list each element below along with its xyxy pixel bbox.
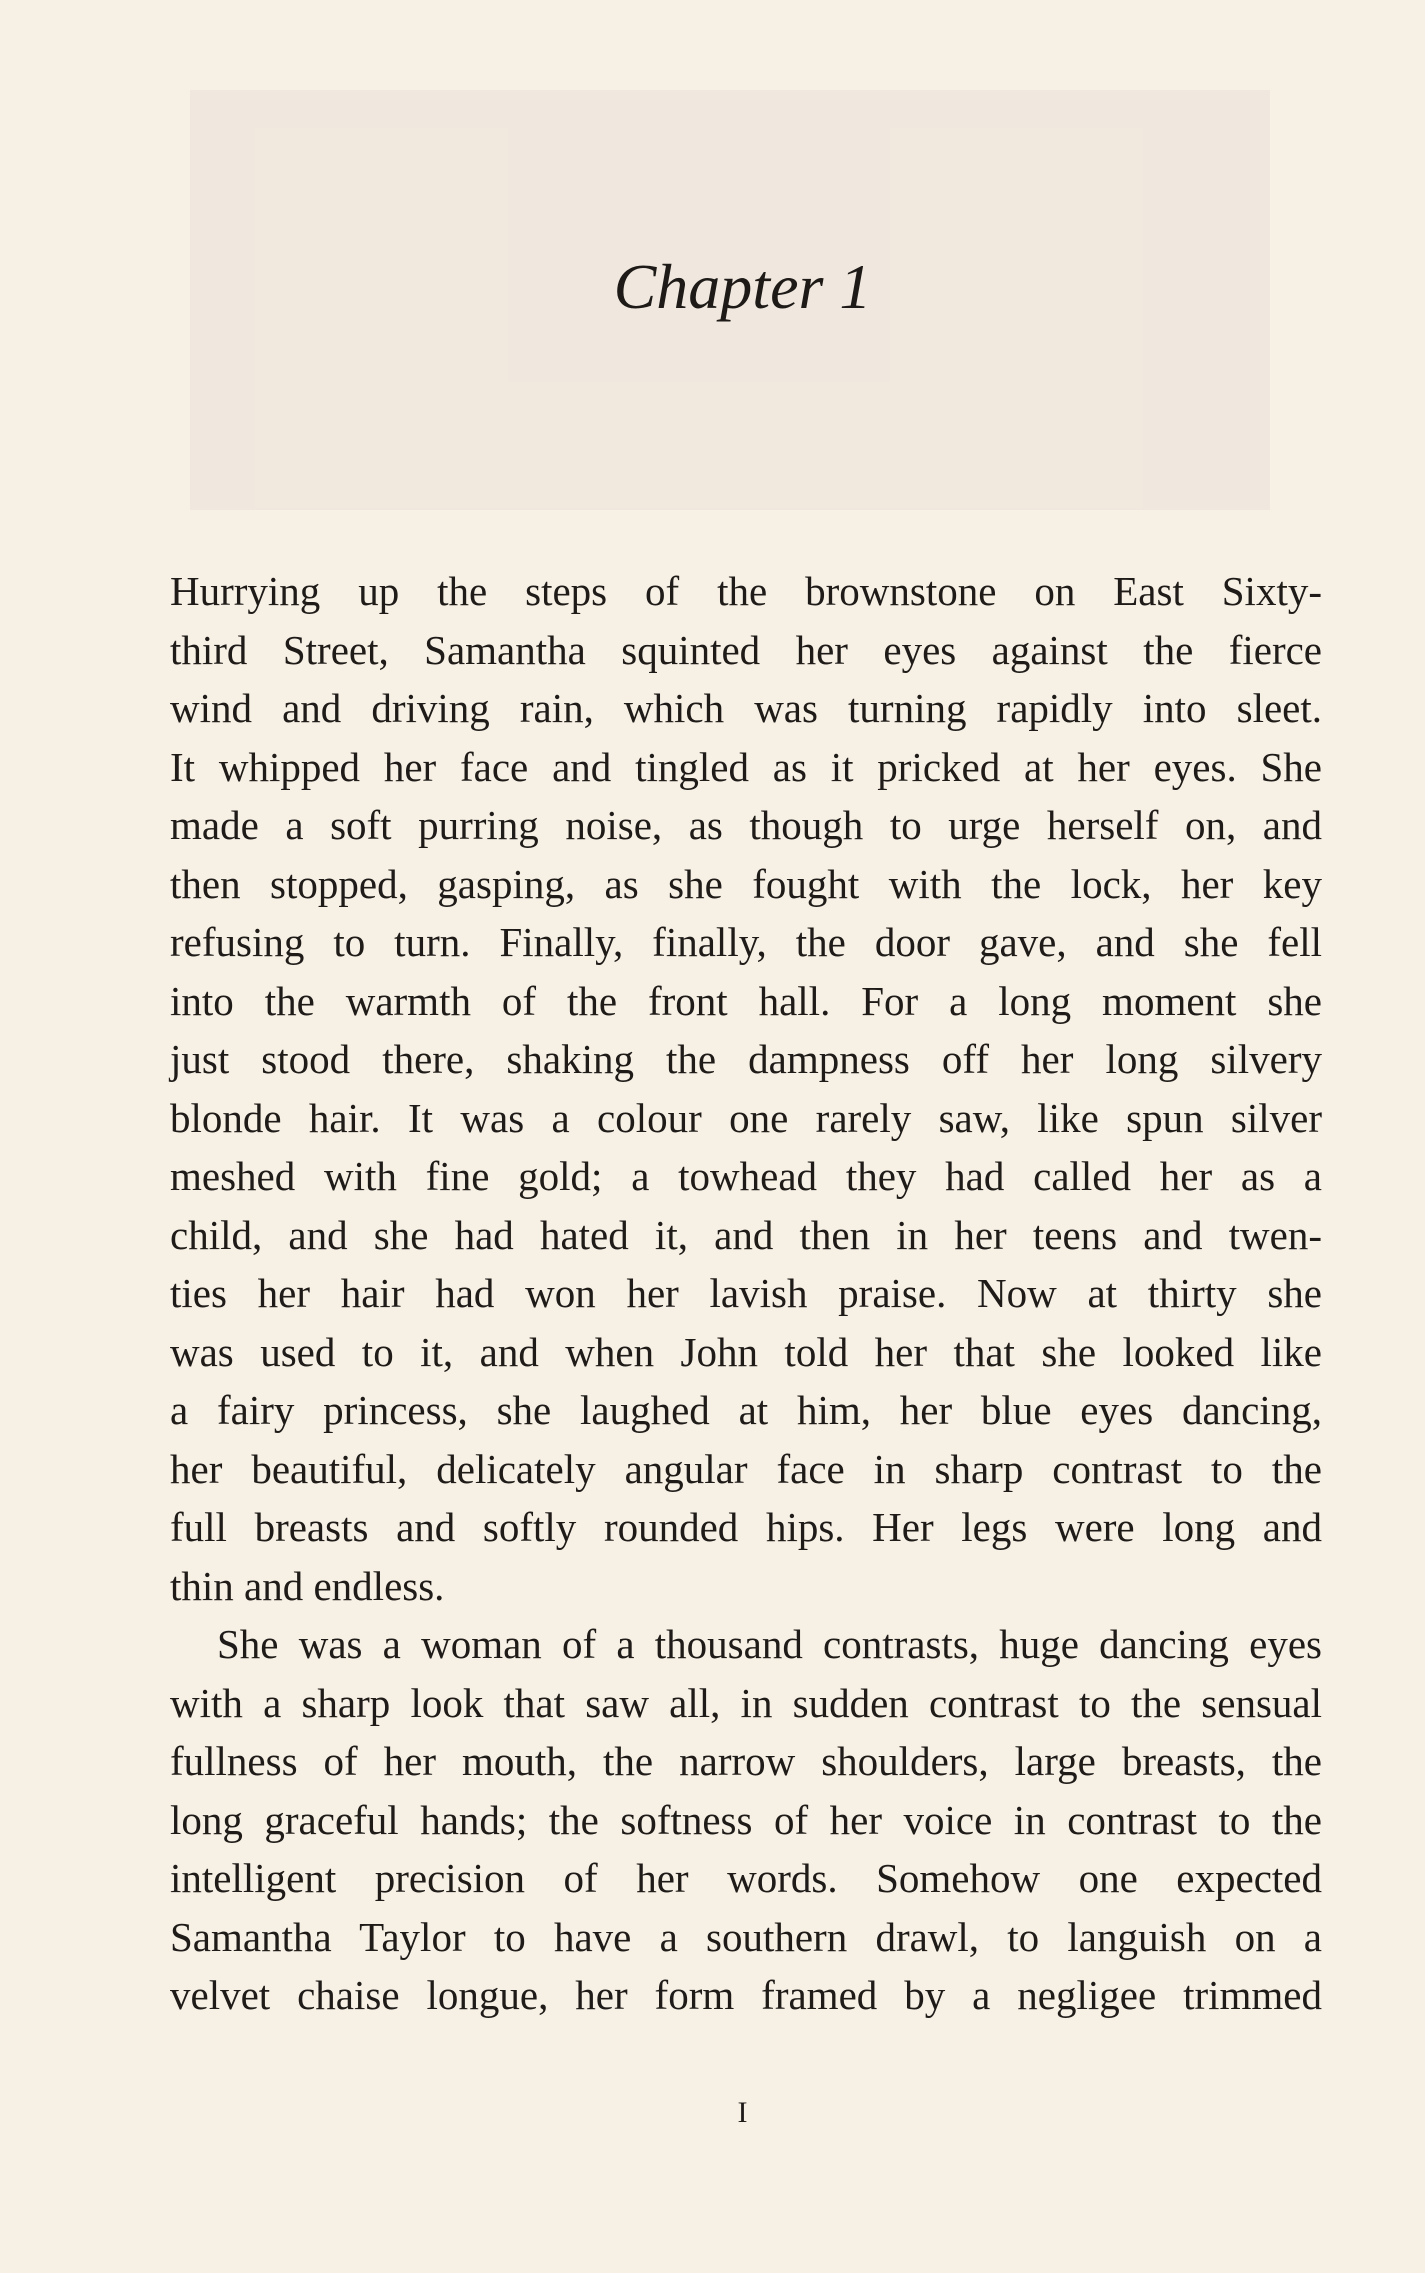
text-line: blonde hair. It was a colour one rarely saw, like spun silver (170, 1094, 1322, 1141)
text-line: child, and she had hated it, and then in her teens and twen- (170, 1211, 1322, 1258)
text-line: Hurrying up the steps of the brownstone on East Sixty- (170, 568, 1322, 614)
text-line: with a sharp look that saw all, in sudden contrast to the sensual (170, 1679, 1322, 1726)
text-line: full breasts and softly rounded hips. Her legs were long and (170, 1504, 1322, 1550)
text-line: refusing to turn. Finally, finally, the door gave, and she fell (170, 919, 1322, 965)
text-line: fullness of her mouth, the narrow shoulders, large breasts, the (170, 1738, 1322, 1784)
chapter-title: Chapter 1 (613, 251, 872, 322)
text-line: It whipped her face and tingled as it pricked at her eyes. She (170, 743, 1322, 790)
text-line: thin and endless. (170, 1562, 445, 1609)
text-line: made a soft purring noise, as though to urge herself on, and (170, 802, 1322, 848)
text-line: then stopped, gasping, as she fought with the lock, her key (170, 860, 1322, 907)
body-text (170, 562, 1322, 2025)
text-line: wind and driving rain, which was turning rapidly into sleet. (170, 685, 1322, 731)
text-line: a fairy princess, she laughed at him, her blue eyes dancing, (170, 1387, 1322, 1433)
text-line: was used to it, and when John told her that she looked like (170, 1328, 1322, 1375)
text-line: just stood there, shaking the dampness off her long silvery (170, 1036, 1322, 1082)
page-number: I (737, 2096, 748, 2129)
text-line: intelligent precision of her words. Somehow one expected (170, 1855, 1322, 1901)
text-line: meshed with fine gold; a towhead they had called her as a (170, 1153, 1322, 1199)
text-line: Samantha Taylor to have a southern drawl, to languish on a (170, 1913, 1322, 1960)
text-line: ties her hair had won her lavish praise. Now at thirty she (170, 1270, 1322, 1316)
text-line: long graceful hands; the softness of her voice in contrast to the (170, 1796, 1322, 1843)
text-line: her beautiful, delicately angular face in sharp contrast to the (170, 1445, 1322, 1492)
text-line: third Street, Samantha squinted her eyes against the fierce (170, 626, 1322, 673)
text-line: into the warmth of the front hall. For a long moment she (170, 977, 1322, 1024)
text-line: velvet chaise longue, her form framed by a negligee trimmed (170, 1972, 1322, 2018)
text-line: She was a woman of a thousand contrasts, huge dancing eyes (217, 1621, 1322, 1667)
